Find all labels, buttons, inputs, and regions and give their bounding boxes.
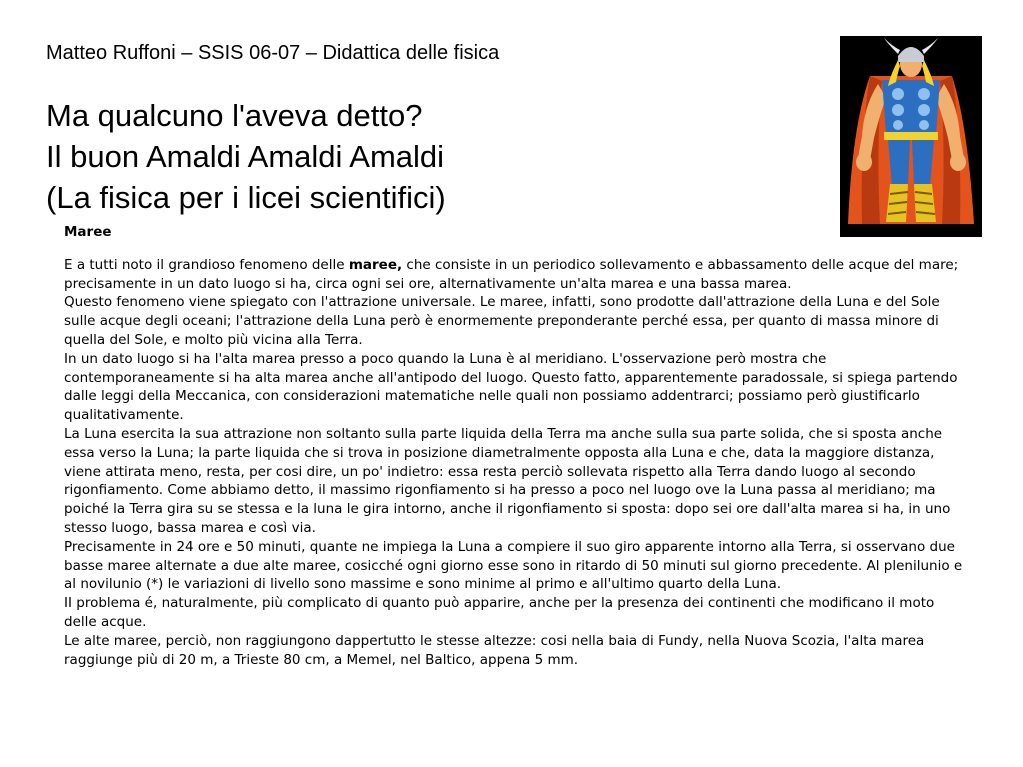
section-heading: Maree <box>64 224 112 240</box>
paragraph-5: Precisamente in 24 ore e 50 minuti, quante ne impiega la Luna a compiere il suo giro apparente intorno alla Terra, si osservano due basse maree alternate a due alte maree, cosicché ogni giorno esse sono in ritardo di 50 minuti sul giorno precedente. Al plenilunio e al novilunio (*) le variazioni di livello sono massime e sono minime al primo e all'ultimo quarto della Luna. <box>64 538 963 593</box>
thor-illustration <box>840 36 982 237</box>
paragraph-7: Le alte maree, perciò, non raggiungono dappertutto le stesse altezze: cosi nella baia di Fundy, nella Nuova Scozia, l'alta marea raggiunge più di 20 m, a Trieste 80 cm, a Memel, nel Baltico, appena 5 mm. <box>64 632 925 668</box>
paragraph-1 <box>64 256 964 294</box>
paragraph-1-end: che consiste in un periodico sollevamento e abbassamento delle acque del mare; precisamente in un dato luogo si ha, circa ogni sei ore, alternativamente un'alta marea e una bassa marea. <box>64 256 959 292</box>
paragraph-2: Questo fenomeno viene spiegato con l'attrazione universale. Le maree, infatti, sono prodotte dall'attrazione della Luna e del Sole sulle acque degli oceani; l'attrazione della Luna però è enormemente preponderante perché essa, per quanto di massa minore di quella del Sole, e molto più vicina alla Terra. <box>64 294 940 348</box>
thor-drawing <box>840 36 982 237</box>
title-line-2: Il buon Amaldi Amaldi Amaldi <box>46 139 445 174</box>
paragraph-6: II problema é, naturalmente, più complicato di quanto può apparire, anche per la presenza dei continenti che modificano il moto delle acque. <box>64 595 935 630</box>
paragraph-1-start: E a tutti noto il grandioso fenomeno delle <box>64 256 349 273</box>
paragraph-4: La Luna esercita la sua attrazione non soltanto sulla parte liquida della Terra ma anche sulla sua parte solida, che si sposta anche essa verso la Luna; la parte liquida che si trova in posizione diametralmente opposta alla Luna e che, data la maggiore distanza, viene attirata meno, resta, per cosi dire, un po' indietro: essa resta perciò sollevata rispetto alla Terra dando luogo al secondo rigonfiamento. Come abbiamo detto, il massimo rigonfiamento si ha presso a poco nel luogo ove la Luna passa al meridiano; ma poiché la Terra gira su se stessa e la luna le gira intorno, anche il rigonfiamento si sposta: dopo sei ore dall'alta marea si ha, in uno stesso luogo, bassa marea e così via. <box>64 425 951 536</box>
article-content <box>64 223 964 669</box>
page-title <box>46 95 446 218</box>
paragraph-3: In un dato luogo si ha l'alta marea presso a poco quando la Luna è al meridiano. L'osservazione però mostra che contemporaneamente si ha alta marea anche all'antipodo del luogo. Questo fatto, apparentemente paradossale, si spiega partendo dalle leggi della Meccanica, con considerazioni matematiche nelle quali non possiamo addentrarci; possiamo però giustificarlo qualitativamente. <box>64 350 958 424</box>
title-line-3: (La fisica per i licei scientifici) <box>46 180 446 215</box>
header-line: Matteo Ruffoni – SSIS 06-07 – Didattica delle fisica <box>46 42 500 64</box>
keyword-maree: maree, <box>348 256 403 273</box>
title-line-1: Ma qualcuno l'aveva detto? <box>46 98 423 133</box>
